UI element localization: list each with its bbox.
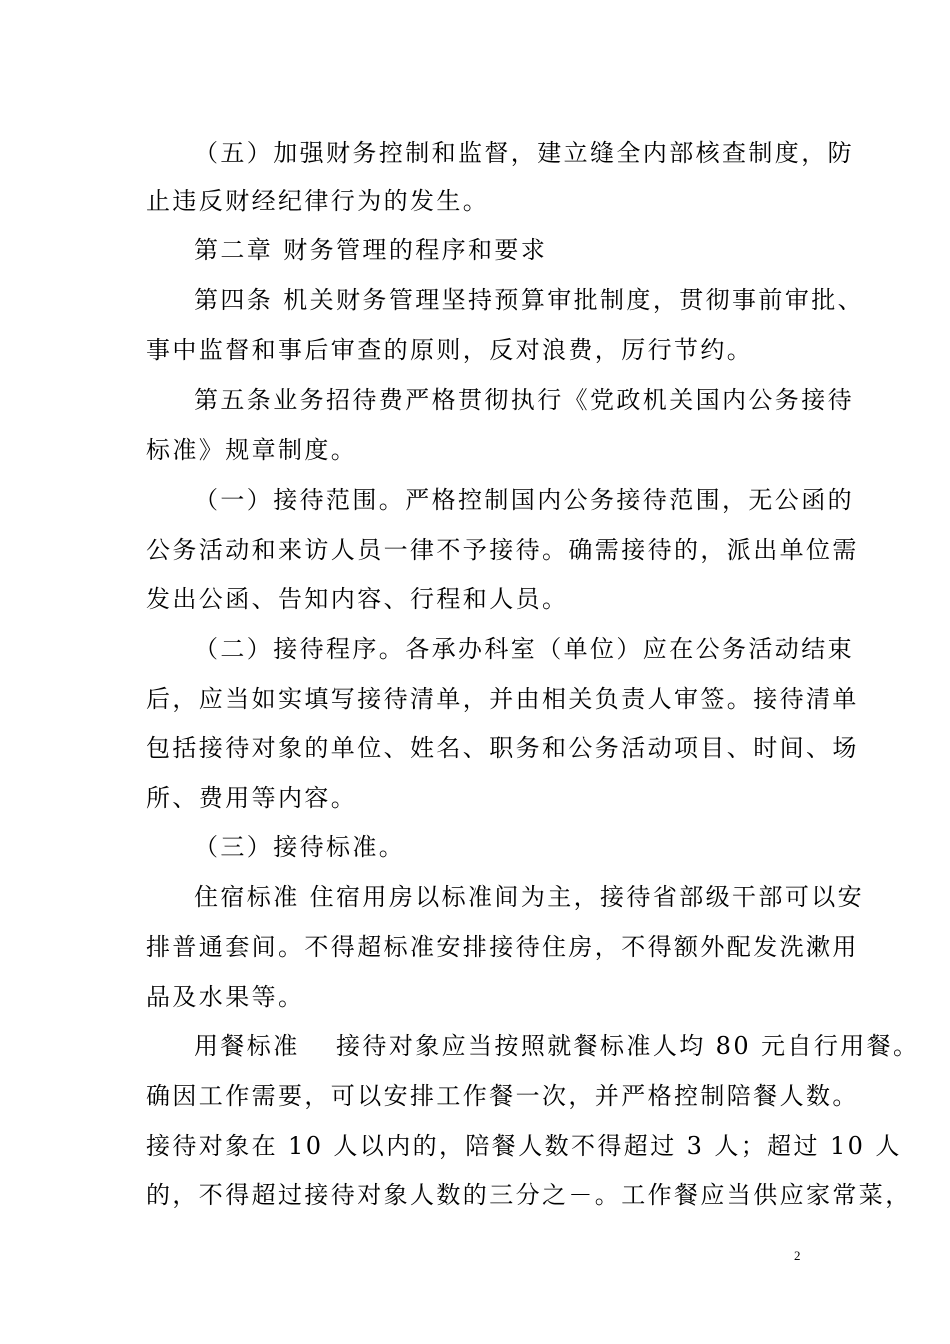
paragraph-line: （二）接待程序。各承办科室（单位）应在公务活动结束 bbox=[194, 635, 854, 663]
paragraph-line: 确因工作需要，可以安排工作餐一次，并严格控制陪餐人数。 bbox=[146, 1082, 859, 1110]
paragraph-line: 住宿标准 住宿用房以标准间为主，接待省部级干部可以安 bbox=[194, 883, 865, 911]
paragraph-line: 所、费用等内容。 bbox=[146, 784, 358, 812]
page-number: 2 bbox=[794, 1248, 801, 1263]
paragraph-line: （五）加强财务控制和监督，建立缝全内部核查制度，防 bbox=[194, 139, 854, 167]
paragraph-line: 发出公函、告知内容、行程和人员。 bbox=[146, 585, 569, 613]
paragraph-line: 排普通套间。不得超标准安排接待住房，不得额外配发洗漱用 bbox=[146, 933, 859, 961]
paragraph-line: 标准》规章制度。 bbox=[146, 436, 358, 464]
paragraph-line: （三）接待标准。 bbox=[194, 833, 406, 861]
paragraph-line: 止违反财经纪律行为的发生。 bbox=[146, 187, 490, 215]
paragraph-line: 公务活动和来访人员一律不予接待。确需接待的，派出单位需 bbox=[146, 536, 859, 564]
paragraph-line: 用餐标准 接待对象应当按照就餐标准人均 80 元自行用餐。 bbox=[194, 1032, 920, 1060]
paragraph-line: 后，应当如实填写接待清单，并由相关负责人审签。接待清单 bbox=[146, 685, 859, 713]
paragraph-line: 包括接待对象的单位、姓名、职务和公务活动项目、时间、场 bbox=[146, 734, 859, 762]
paragraph-line: （一）接待范围。严格控制国内公务接待范围，无公函的 bbox=[194, 486, 854, 514]
paragraph-line: 的，不得超过接待对象人数的三分之－。工作餐应当供应家常菜， bbox=[146, 1181, 912, 1209]
paragraph-line: 品及水果等。 bbox=[146, 983, 305, 1011]
paragraph-line: 第五条业务招待费严格贯彻执行《党政机关国内公务接待 bbox=[194, 386, 854, 414]
paragraph-line: 接待对象在 10 人以内的，陪餐人数不得超过 3 人；超过 10 人 bbox=[146, 1132, 902, 1160]
paragraph-line: 事中监督和事后审查的原则，反对浪费，厉行节约。 bbox=[146, 336, 754, 364]
chapter-heading: 第二章 财务管理的程序和要求 bbox=[194, 236, 548, 264]
paragraph-line: 第四条 机关财务管理坚持预算审批制度，贯彻事前审批、 bbox=[194, 286, 865, 314]
